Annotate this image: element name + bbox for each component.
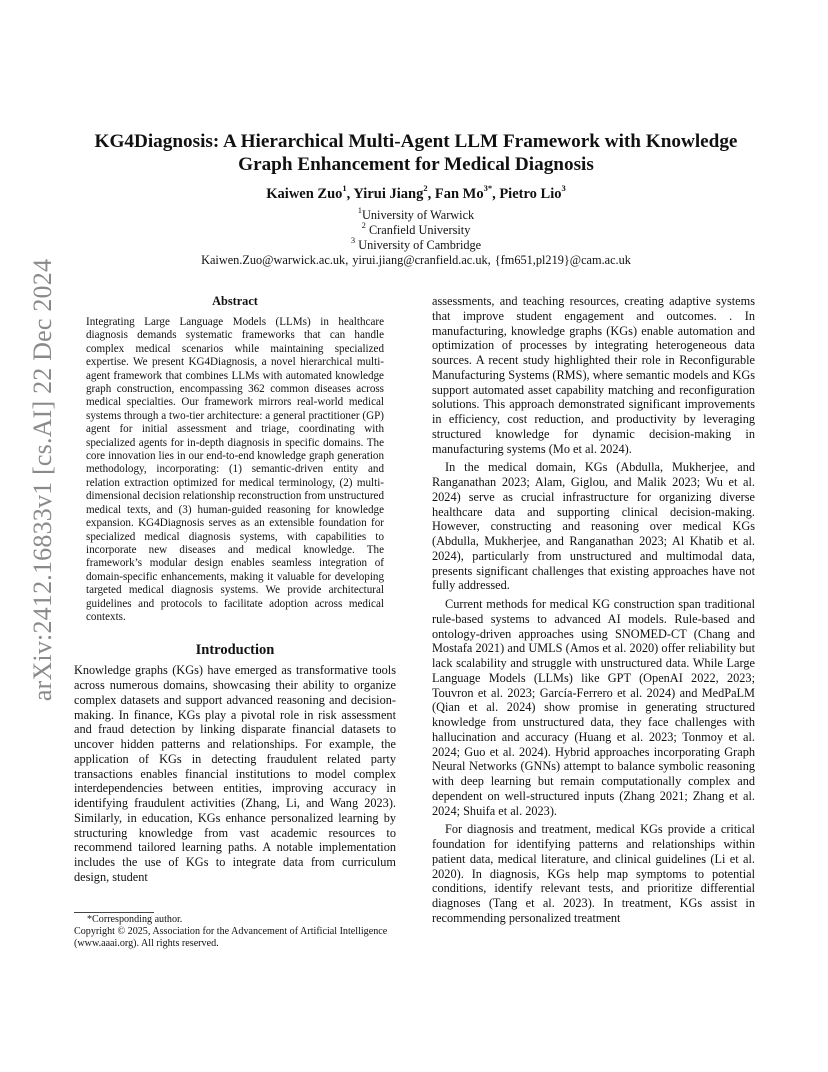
author-emails: Kaiwen.Zuo@warwick.ac.uk, yirui.jiang@cranfield.ac.uk, {fm651,pl219}@cam.ac.uk [201, 253, 631, 267]
author-name: Fan Mo [434, 186, 484, 202]
paper-title [74, 130, 758, 176]
body-paragraph: assessments, and teaching resources, creating adaptive systems that improve student engagement and outcomes. . In manufacturing, knowledge graphs (KGs) enable automation and optimization of processes by integrating heterogeneous data sources. A recent study highlighted their role in Reconfigurable Manufacturing Systems (RMS), where semantic models and KGs support automated asset capability matching and reconfiguration solutions. This approach demonstrated significant improvements in efficiency, cost reduction, and productivity by leveraging structured knowledge for dynamic decision-making in manufacturing systems (Mo et al. 2024). [432, 294, 755, 456]
author-affil-mark: 2 [423, 183, 428, 194]
affiliation: $^3$ University of Cambridge [350, 234, 482, 252]
corresponding-author-note: *Corresponding author. [87, 914, 183, 925]
arxiv-identifier: arXiv:2412.16833v1 [cs.AI] 22 Dec 2024 [28, 258, 57, 702]
affiliation: $^1$University of Warwick [357, 204, 475, 222]
author-name: Pietro Lio [499, 186, 562, 202]
abstract-heading: Abstract [212, 294, 258, 308]
copyright-notice: Copyright © 2025, Association for the Advancement of Artificial Intelligence (www.aaai.org). All rights reserved. [74, 926, 388, 950]
body-paragraph: In the medical domain, KGs (Abdulla, Mukherjee, and Ranganathan 2023; Alam, Giglou, and Malik 2023; Wu et al. 2024) serve as crucial infrastructure for organizing diverse healthcare data and supporting clinical decision-making. However, constructing and reasoning over medical KGs (Abdulla, Mukherjee, and Ranganathan 2023; Al Khatib et al. 2024), particularly from unstructured and multimodal data, presents significant challenges that existing approaches have not fully addressed. [432, 460, 755, 593]
title-line-2: Graph Enhancement for Medical Diagnosis [238, 154, 594, 175]
body-paragraph: For diagnosis and treatment, medical KGs provide a critical foundation for identifying patterns and relationships within patient data, medical literature, and clinical guidelines (Li et al. 2020). In diagnosis, KGs help map symptoms to potential conditions, identify relevant tests, and prioritize differential diagnoses (Tang et al. 2023). In treatment, KGs assist in recommending personalized treatment [432, 822, 755, 925]
footnote-divider [74, 912, 154, 913]
title-line-1: KG4Diagnosis: A Hierarchical Multi-Agent LLM Framework with Knowledge [94, 131, 738, 152]
affiliation-list [74, 204, 758, 253]
footnote-block [74, 914, 399, 951]
author-name: Kaiwen Zuo [266, 186, 343, 202]
abstract-text: Integrating Large Language Models (LLMs) in healthcare diagnosis demands systematic frameworks that can handle complex medical scenarios while maintaining specialized expertise. We present KG4Diagnosis, a novel hierarchical multi-agent framework that combines LLMs with automated knowledge graph construction, encompassing 362 common diseases across medical specialties. Our framework mirrors real-world medical systems through a two-tier architecture: a general practitioner (GP) agent for initial assessment and triage, coordinating with specialized agents for in-depth diagnosis in specific domains. The core innovation lies in our end-to-end knowledge graph generation methodology, incorporating: (1) semantic-driven entity and relation extraction optimized for medical terminology, (2) multi-dimensional decision relationship reconstruction from unstructured medical texts, and (3) human-guided reasoning for knowledge expansion. KG4Diagnosis serves as an extensible foundation for specialized medical diagnosis systems, with capabilities to incorporate new diseases and medical knowledge. The framework’s modular design enables seamless integration of domain-specific enhancements, making it valuable for developing targeted medical diagnosis systems. We provide architectural guidelines and protocols to facilitate adoption across medical contexts. [86, 316, 384, 623]
intro-paragraph: Knowledge graphs (KGs) have emerged as transformative tools across numerous domains, showcasing their ability to organize complex datasets and support advanced reasoning and decision-making. In finance, KGs play a pivotal role in risk assessment and fraud detection by linking disparate financial datasets to uncover hidden patterns and relationships. For example, the application of KGs in detecting fraudulent related party transactions enables financial institutions to model complex interdependencies between entities, improving accuracy in identifying fraudulent activities (Zhang, Li, and Wang 2023). Similarly, in education, KGs enhance personalized learning by structuring knowledge from vast academic resources to recommend tailored learning paths. A notable implementation includes the use of KGs to integrate data from curriculum design, student [74, 663, 396, 884]
author-affil-mark: 3 [561, 183, 566, 194]
right-column [432, 294, 755, 930]
left-column [74, 294, 396, 889]
body-paragraph: Current methods for medical KG construction span traditional rule-based systems to advanced AI models. Rule-based and ontology-driven approaches using SNOMED-CT (Chang and Mostafa 2021) and UMLS (Amos et al. 2020) offer reliability but lack scalability and struggle with unstructured data. While Large Language Models (LLMs) like GPT (OpenAI 2022, 2023; Touvron et al. 2023; García-Ferrero et al. 2024) and MedPaLM (Qian et al. 2024) show promise in generating structured knowledge from unstructured data, they face challenges with hallucination and accuracy (Huang et al. 2023; Tonmoy et al. 2024; Guo et al. 2024). Hybrid approaches incorporating Graph Neural Networks (GNNs) attempt to balance symbolic reasoning with deep learning but remain computationally complex and dependent on well-structured inputs (Zhang 2021; Zhang et al. 2024; Shuifa et al. 2023). [432, 597, 755, 818]
author-list: Kaiwen Zuo$^1$, Yirui Jiang$^2$, Fan $Mo^{3*}$, Pietro Lio$^3$ [266, 183, 566, 202]
author-name: Yirui Jiang [353, 186, 424, 202]
author-affil-mark: 3* [483, 183, 493, 194]
affiliation: $^2$ Cranfield University [361, 219, 471, 237]
introduction-heading: Introduction [195, 642, 275, 659]
author-affil-mark: 1 [342, 183, 347, 194]
